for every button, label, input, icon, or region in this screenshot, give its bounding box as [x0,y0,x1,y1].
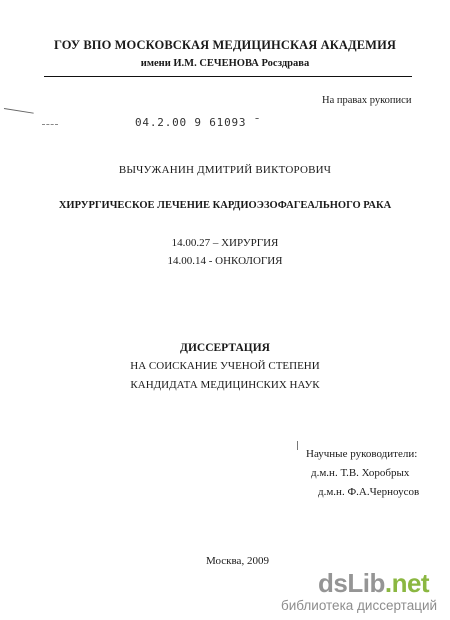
watermark-subtitle: библиотека диссертаций [281,598,438,613]
rights-note: На правах рукописи [322,95,412,106]
header-divider [44,76,412,77]
institution-name: ГОУ ВПО МОСКОВСКАЯ МЕДИЦИНСКАЯ АКАДЕМИЯ [53,38,397,52]
specialty-oncology: 14.00.14 - ОНКОЛОГИЯ [167,255,283,267]
watermark-logo[interactable] [318,568,429,599]
institution-subtitle: имени И.М. СЕЧЕНОВА Росздрава [140,58,310,69]
scan-tick [297,441,298,450]
place-year: Москва, 2009 [206,555,269,567]
degree-line: НА СОИСКАНИЕ УЧЕНОЙ СТЕПЕНИ [130,360,320,372]
thesis-title: ХИРУРГИЧЕСКОЕ ЛЕЧЕНИЕ КАРДИОЭЗОФАГЕАЛЬНОГО РАКА [58,200,392,211]
specialty-surgery: 14.00.27 – ХИРУРГИЯ [171,237,279,249]
degree-line: КАНДИДАТА МЕДИЦИНСКИХ НАУК [130,379,320,391]
watermark-logo-main: dsLib [318,568,385,598]
supervisors-label: Научные руководители: [306,448,418,460]
author-name: ВЫЧУЖАНИН ДМИТРИЙ ВИКТОРОВИЧ [118,164,332,176]
watermark-logo-accent: .net [384,568,430,598]
scan-mark [4,108,34,114]
supervisor-name: д.м.н. Ф.А.Черноусов [318,486,420,498]
scan-mark-dash [42,124,58,125]
library-stamp: 04.2.00 9 61093 ˉ [135,116,262,129]
document-type: ДИССЕРТАЦИЯ [180,342,270,354]
supervisor-name: д.м.н. Т.В. Хоробрых [311,467,410,479]
